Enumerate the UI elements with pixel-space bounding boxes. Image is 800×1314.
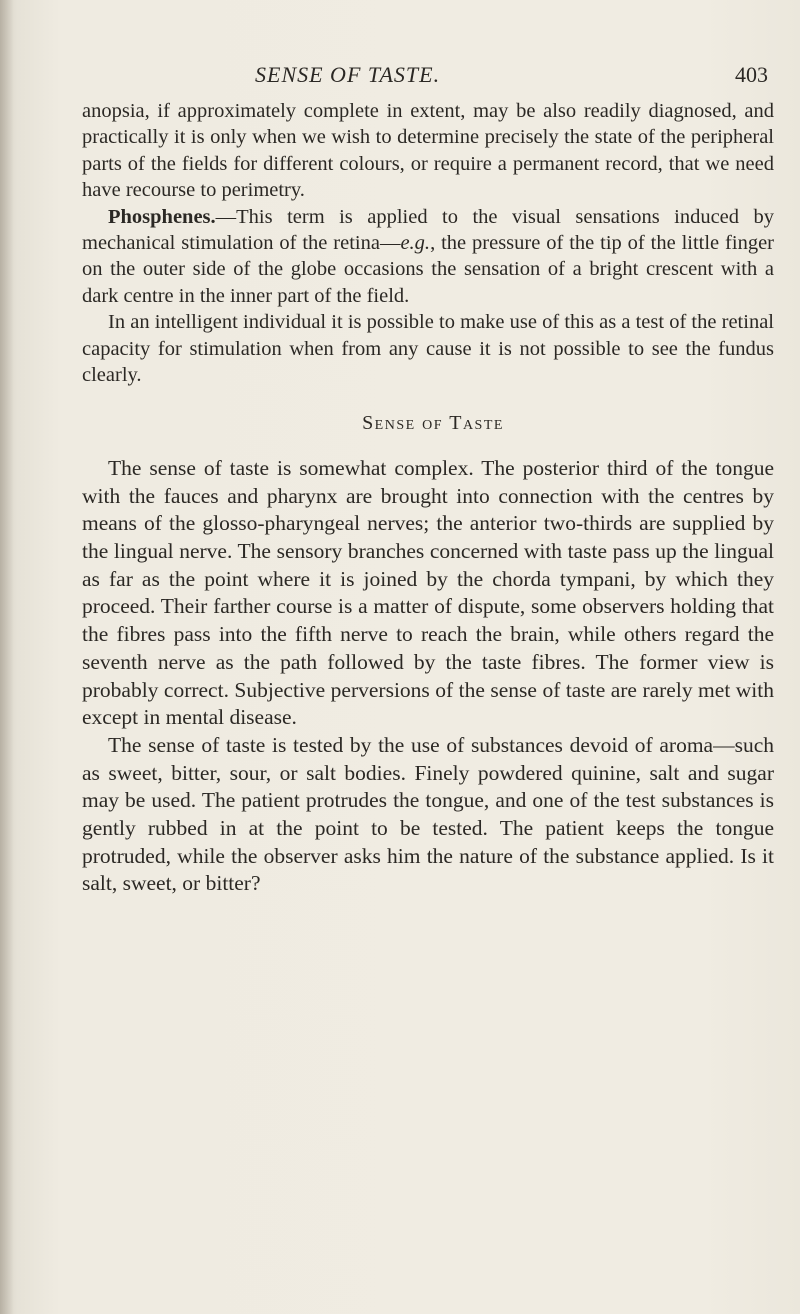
term-phosphenes: Phosphenes. [108, 205, 216, 228]
phosphenes-text-2: , the pressure of the tip of the little finger on the outer side of the globe occasions the sensation of a bright crescent with a dark centre in the inner part of the field. [82, 232, 774, 307]
binding-shadow [0, 0, 14, 1314]
paragraph-anopsia: anopsia, if approximately complete in extent, may be also readily diagnosed, and practically it is only when we wish to determine precisely the state of the peripheral parts of the fields for different colours, or require a permanent record, that we need have recourse to perimetry. [82, 100, 774, 202]
phosphenes-text-1: —This term is applied to the visual sensations induced by mechanical stimulation of the retina— [82, 205, 774, 255]
paragraph-taste-anatomy: The sense of taste is somewhat complex. The posterior third of the tongue with the fauces and pharynx are brought into connection with the centres by means of the glosso-pharyngeal nerves; the anterior two-thirds are supplied by the lingual nerve. The sensory branches concerned with taste pass up the lingual as far as the point where it is joined by the chorda tympani, by which they proceed. Their farther course is a matter of dispute, some observers holding that the fibres pass into the fifth nerve to reach the brain, while others regard the seventh nerve as the path followed by the taste fibres. The former view is probably correct. Subjective perversions of the sense of taste are rarely met with except in mental disease. [82, 455, 774, 730]
running-head [0, 50, 800, 90]
page-number: 403 [735, 62, 768, 87]
section-gap [82, 388, 774, 410]
running-title: SENSE OF TASTE. [255, 62, 441, 87]
phosphenes-eg: e.g. [400, 232, 431, 255]
paragraph-retinal-test: In an intelligent individual it is possible to make use of this as a test of the retinal capacity for stimulation when from any cause it is not possible to see the fundus clearly. [82, 311, 774, 387]
taste-section [82, 455, 774, 898]
section-heading: Sense of Taste [362, 412, 504, 435]
paragraph-taste-testing: The sense of taste is tested by the use of substances devoid of aroma—such as sweet, bitter, sour, or salt bodies. Finely powdered quinine, salt and sugar may be used. The patient protrudes the tongue, and one of the test substances is gently rubbed in at the point to be tested. The patient keeps the tongue protruded, while the observer asks him the nature of the substance applied. Is it salt, sweet, or bitter? [82, 732, 774, 896]
paragraph-phosphenes [82, 204, 774, 310]
body-text [82, 98, 774, 898]
